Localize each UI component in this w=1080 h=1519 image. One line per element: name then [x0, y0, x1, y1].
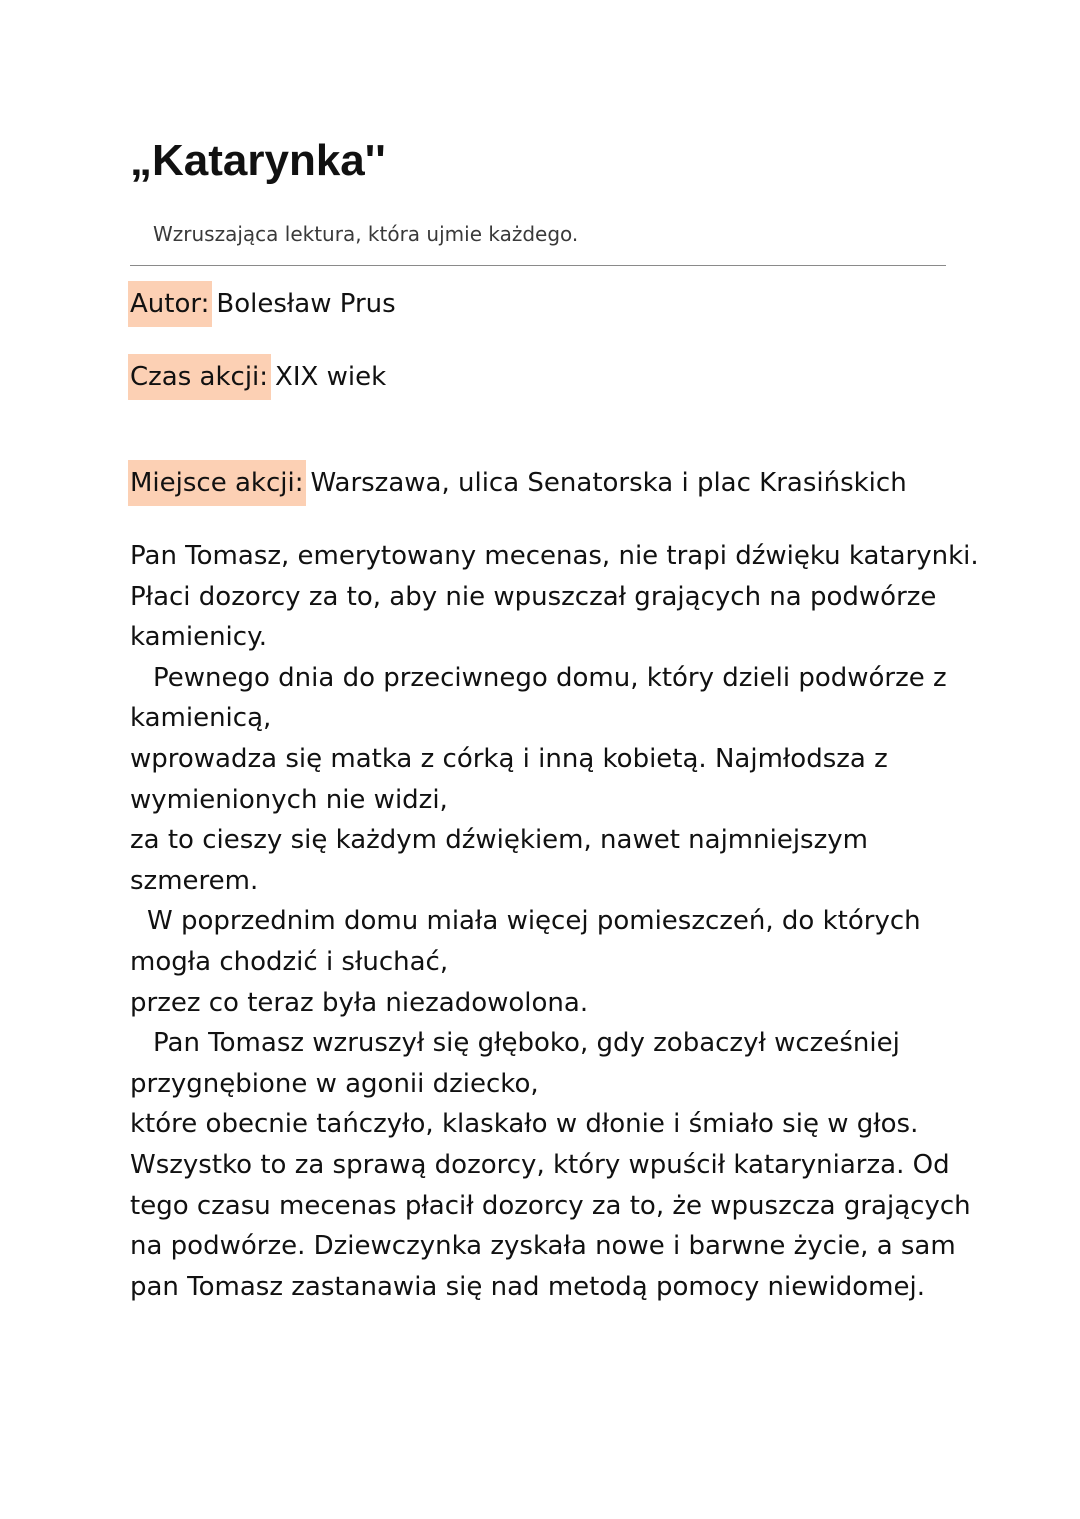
time-row [130, 354, 386, 400]
summary-line: Wszystko to za sprawą dozorcy, który wpuścił kataryniarza. Od [130, 1149, 950, 1180]
summary-line: Płaci dozorcy za to, aby nie wpuszczał grających na podwórze [130, 581, 937, 612]
summary-line: Pan Tomasz wzruszył się głęboko, gdy zobaczył wcześniej [153, 1028, 900, 1059]
document-subtitle: Wzruszająca lektura, która ujmie każdego. [153, 222, 579, 246]
summary-line: W poprzednim domu miała więcej pomieszczeń, do których [147, 906, 921, 937]
summary-line: kamienicy. [130, 622, 268, 653]
place-row [130, 460, 907, 506]
summary-line: przez co teraz była niezadowolona. [130, 987, 589, 1018]
summary-line: szmerem. [130, 865, 259, 896]
summary-line: Pewnego dnia do przeciwnego domu, który dzieli podwórze z [153, 662, 947, 693]
summary-line: wprowadza się matka z córką i inną kobietą. Najmłodsza z [130, 743, 888, 774]
summary-line: Pan Tomasz, emerytowany mecenas, nie trapi dźwięku katarynki. [130, 541, 979, 571]
time-label: Czas akcji: [128, 354, 271, 400]
document-title: „Katarynka'' [130, 136, 386, 185]
summary-line: kamienicą, [130, 703, 272, 734]
summary-text [130, 536, 979, 1307]
place-label: Miejsce akcji: [128, 460, 306, 506]
time-value: XIX wiek [275, 362, 387, 392]
summary-line: przygnębione w agonii dziecko, [130, 1068, 539, 1099]
summary-line: na podwórze. Dziewczynka zyskała nowe i barwne życie, a sam [130, 1231, 956, 1262]
summary-line: tego czasu mecenas płacił dozorcy za to, że wpuszcza grających [130, 1190, 971, 1221]
author-row [130, 281, 396, 327]
summary-line: mogła chodzić i słuchać, [130, 946, 449, 977]
summary-line: pan Tomasz zastanawia się nad metodą pomocy niewidomej. [130, 1271, 925, 1302]
summary-line: za to cieszy się każdym dźwiękiem, nawet najmniejszym [130, 825, 868, 856]
divider-line [130, 265, 946, 266]
author-label: Autor: [128, 281, 212, 327]
summary-line: wymienionych nie widzi, [130, 784, 448, 815]
summary-line: które obecnie tańczyło, klaskało w dłonie i śmiało się w głos. [130, 1109, 919, 1140]
place-value: Warszawa, ulica Senatorska i plac Krasińskich [310, 468, 907, 498]
author-value: Bolesław Prus [216, 289, 396, 319]
